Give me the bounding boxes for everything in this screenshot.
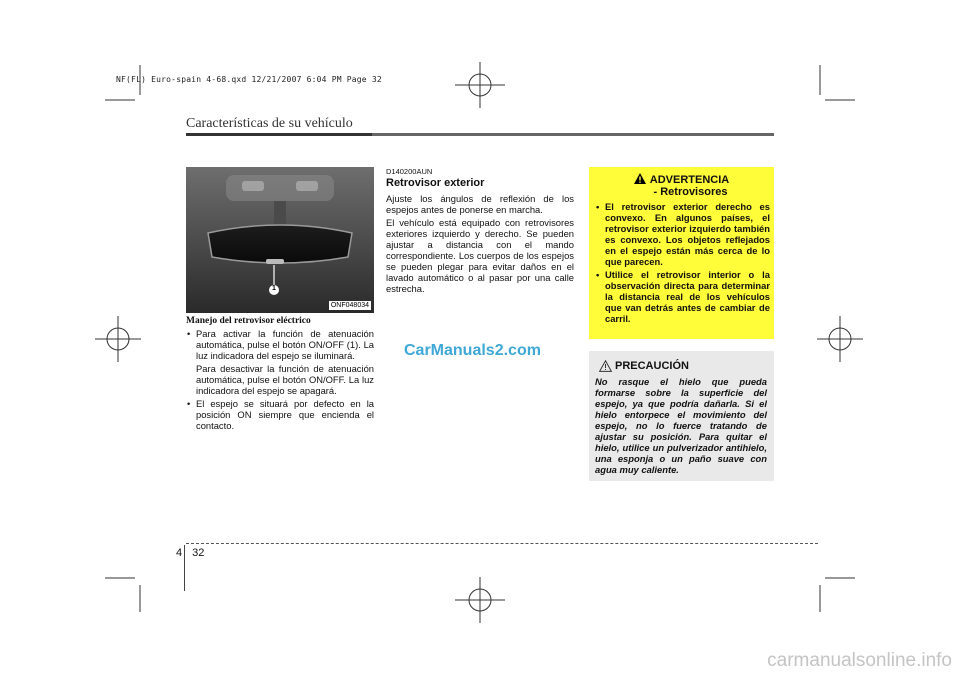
list-item: • El espejo se situará por defecto en la posición ON siempre que encienda el contacto. <box>186 398 374 431</box>
site-watermark: carmanualsonline.info <box>767 650 952 671</box>
left-bullet-list <box>186 328 374 431</box>
header-rule-accent <box>186 133 372 136</box>
section-code: D140200AUN <box>386 167 433 176</box>
caution-triangle-icon <box>599 360 612 372</box>
caution-title: PRECAUCIÓN <box>615 360 689 372</box>
page-number <box>176 547 204 559</box>
registration-target-top <box>455 62 505 108</box>
warning-header <box>589 173 774 198</box>
footer-rule <box>186 543 818 544</box>
rearview-mirror-photo <box>186 167 374 313</box>
list-item-continuation: Para desactivar la función de atenuación automática, pulse el botón ON/OFF. La luz indicadora del espejo se apagará. <box>196 363 374 396</box>
photo-label: ONF048034 <box>330 302 369 309</box>
chapter-number: 4 <box>176 547 183 559</box>
list-item: • El retrovisor exterior derecho es convexo. En algunos países, el retrovisor exterior izquierdo también es convexo. Los objetos reflejados en el espejo están más cerca de lo que parecen. <box>595 201 770 267</box>
list-item: • Para activar la función de atenuación automática, pulse el botón ON/OFF (1). La luz indicadora del espejo se iluminará. <box>186 328 374 361</box>
caution-body: No rasque el hielo que pueda formarse sobre la superficie del espejo, ya que podría dañarla. Si el hielo entorpece el movimiento del espejo, no lo fuerce tratando de ajustar su posición. Para quitar el hielo, utilice un pulverizador antihielo, una esponja o un paño suave con agua muy caliente. <box>595 376 767 475</box>
paragraph: Ajuste los ángulos de reflexión de los espejos antes de ponerse en marcha. <box>386 193 574 215</box>
registration-target-right <box>817 316 863 362</box>
warning-subtitle: - Retrovisores <box>653 186 728 198</box>
paragraph: El vehículo está equipado con retrovisores exteriores izquierdo y derecho. Se pueden ajustar a distancia con el mando correspondiente. Los cuerpos de los espejos se pueden plegar para evitar daños en el lavado automático o al pasar por una calle estrecha. <box>386 217 574 294</box>
warning-list <box>595 201 770 324</box>
section-title: Retrovisor exterior <box>386 177 485 189</box>
registration-target-bottom <box>455 577 505 623</box>
page-number-value: 32 <box>192 547 205 559</box>
mirror-illustration <box>186 167 374 313</box>
watermark: CarManuals2.com <box>404 342 541 359</box>
callout-number: 1 <box>272 285 276 292</box>
caution-box <box>589 351 774 481</box>
list-item: • Utilice el retrovisor interior o la observación directa para determinar la distancia real de los vehículos que van detrás antes de cambiar de carril. <box>595 269 770 324</box>
section-body <box>386 193 574 294</box>
page-header-title: Características de su vehículo <box>186 116 353 131</box>
registration-target-left <box>95 316 141 362</box>
warning-triangle-icon <box>634 173 646 184</box>
warning-title: ADVERTENCIA <box>649 174 730 186</box>
warning-box <box>589 167 774 339</box>
print-slug: NF(FL) Euro-spain 4-68.qxd 12/21/2007 6:04 PM Page 32 <box>116 75 382 84</box>
subhead-electric-mirror: Manejo del retrovisor eléctrico <box>186 316 311 326</box>
